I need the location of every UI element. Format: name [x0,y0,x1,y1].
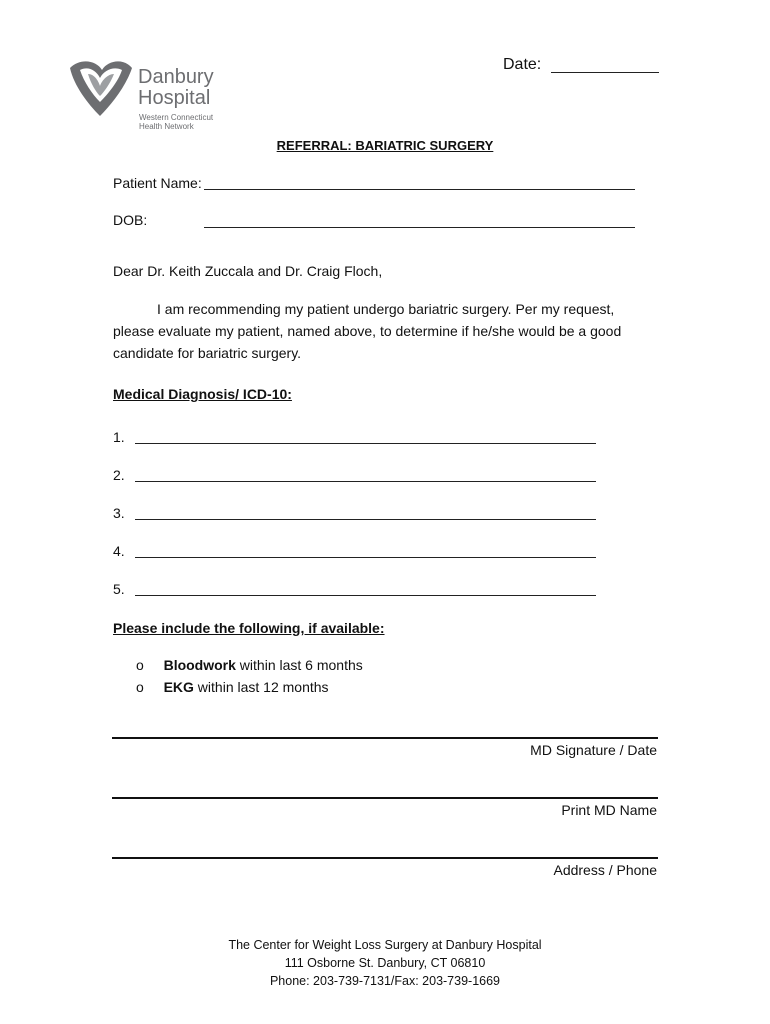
print-md-name-line[interactable] [112,797,658,799]
dob-label: DOB: [113,212,148,228]
footer-line-2: 111 Osborne St. Danbury, CT 06810 [284,956,486,970]
diagnosis-number-1: 1. [113,429,125,445]
diagnosis-field-1[interactable] [135,427,596,444]
date-field[interactable] [551,56,659,73]
page-title: REFERRAL: BARIATRIC SURGERY [276,138,494,153]
dob-field[interactable] [204,211,635,228]
footer-line-1: The Center for Weight Loss Surgery at Danbury Hospital [228,938,542,952]
logo-sub-line2: Health Network [139,122,194,131]
diagnosis-number-5: 5. [113,581,125,597]
logo-name-line2: Hospital [138,87,211,109]
include-item-bloodwork [136,657,363,673]
body-line-3: candidate for bariatric surgery. [113,345,302,361]
include-heading: Please include the following, if available: [113,620,385,636]
include-item-text: within last 12 months [193,679,329,695]
salutation: Dear Dr. Keith Zuccala and Dr. Craig Floch, [113,263,383,279]
diagnosis-number-4: 4. [113,543,125,559]
diagnosis-number-2: 2. [113,467,125,483]
body-line-1: I am recommending my patient undergo bariatric surgery. Per my request, [157,301,615,317]
date-label: Date: [503,56,542,73]
address-phone-line[interactable] [112,857,658,859]
include-item-ekg [136,679,329,695]
diagnosis-heading: Medical Diagnosis/ ICD-10: [113,386,292,402]
include-item-bold: EKG [163,679,194,695]
diagnosis-field-3[interactable] [135,503,596,520]
patient-name-field[interactable] [204,173,635,190]
logo-mark-icon [66,56,136,118]
address-phone-label: Address / Phone [553,862,657,878]
include-item-bold: Bloodwork [163,657,236,673]
logo-name-line1: Danbury [138,66,214,88]
diagnosis-field-2[interactable] [135,465,596,482]
md-signature-line[interactable] [112,737,658,739]
md-signature-label: MD Signature / Date [530,742,657,758]
diagnosis-field-4[interactable] [135,541,596,558]
include-item-text: within last 6 months [235,657,363,673]
footer-line-3: Phone: 203-739-7131/Fax: 203-739-1669 [269,974,501,988]
hospital-logo [66,54,236,134]
bullet-icon: o [136,657,144,673]
body-line-2: please evaluate my patient, named above, to determine if he/she would be a good [113,323,622,339]
bullet-icon: o [136,679,144,695]
patient-name-label: Patient Name: [113,175,202,191]
diagnosis-number-3: 3. [113,505,125,521]
print-md-name-label: Print MD Name [561,802,657,818]
logo-sub-line1: Western Connecticut [139,113,214,122]
diagnosis-field-5[interactable] [135,579,596,596]
